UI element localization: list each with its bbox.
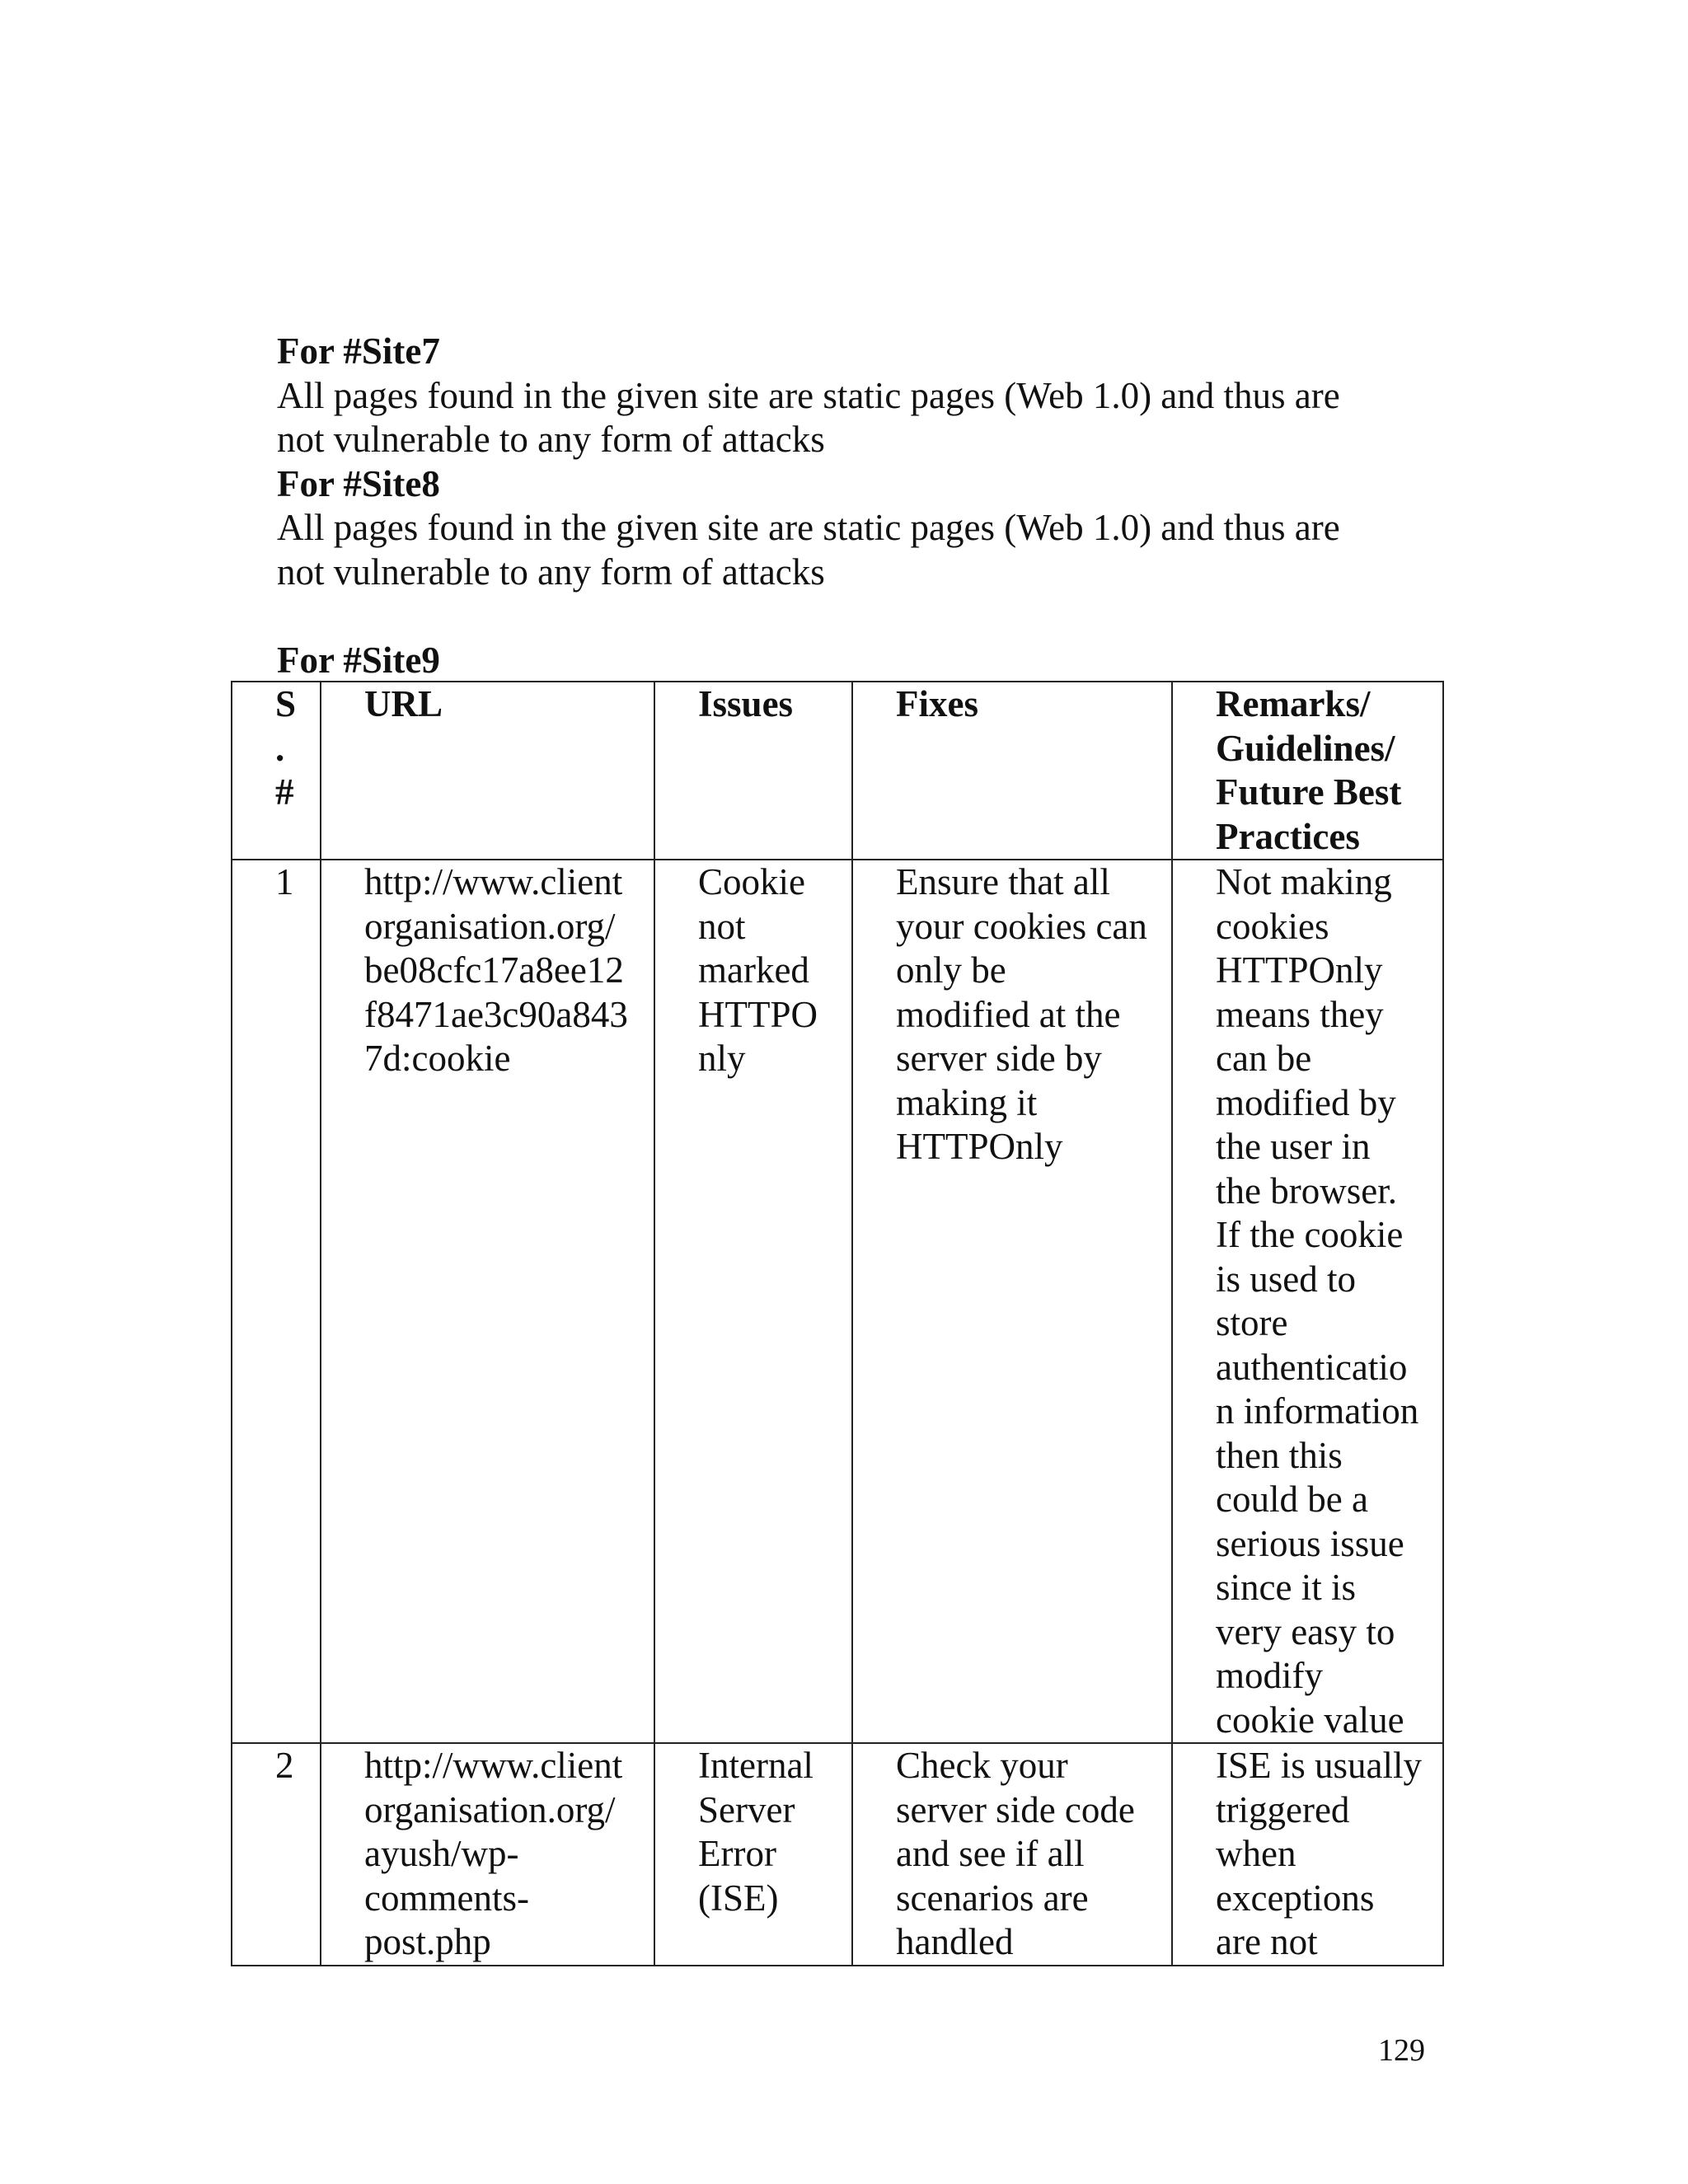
cell-line: is used to [1216, 1258, 1357, 1300]
cell-line: ayush/wp- [364, 1833, 519, 1874]
header-url: URL [321, 682, 654, 860]
vulnerability-table [231, 681, 1444, 1966]
cell-line: f8471ae3c90a843 [364, 993, 628, 1035]
cell-remarks [1172, 860, 1443, 1743]
cell-line: HTTPOnly [1216, 949, 1383, 991]
header-remarks-line: Remarks/ [1216, 683, 1371, 724]
cell-line: server side by [896, 1038, 1102, 1079]
site8-line-2: not vulnerable to any form of attacks [277, 551, 825, 593]
header-remarks-line: Guidelines/ [1216, 727, 1395, 769]
cell-line: handled [896, 1921, 1014, 1962]
header-remarks-line: Future Best [1216, 771, 1402, 813]
cell-line: serious issue [1216, 1522, 1404, 1564]
site9-heading: For #Site9 [277, 639, 440, 681]
cell-line: exceptions [1216, 1877, 1375, 1919]
cell-line: means they [1216, 993, 1384, 1035]
header-issues: Issues [654, 682, 852, 860]
cell-line: are not [1216, 1921, 1318, 1962]
cell-line: marked [698, 949, 809, 991]
cell-line: modified at the [896, 993, 1121, 1035]
page-number: 129 [1378, 2033, 1425, 2068]
header-sn-line: . [275, 727, 285, 769]
cell-line: server side code [896, 1788, 1135, 1830]
cell-line: modify [1216, 1655, 1323, 1696]
cell-line: organisation.org/ [364, 905, 616, 947]
table-header-row [232, 682, 1443, 860]
cell-line: be08cfc17a8ee12 [364, 949, 624, 991]
cell-line: Internal [698, 1745, 814, 1786]
header-sn-line: S [275, 683, 297, 724]
cell-line: http://www.client [364, 861, 623, 902]
body-text [277, 330, 1447, 682]
site8-line-1: All pages found in the given site are static pages (Web 1.0) and thus are [277, 507, 1340, 548]
cell-line: scenarios are [896, 1877, 1089, 1919]
cell-line: and see if all [896, 1833, 1085, 1874]
cell-serial-number: 1 [232, 860, 321, 1743]
header-fixes: Fixes [852, 682, 1172, 860]
cell-line: then this [1216, 1434, 1343, 1476]
cell-url [321, 1743, 654, 1966]
header-remarks-line: Practices [1216, 815, 1360, 857]
header-serial-number [232, 682, 321, 860]
cell-line: Server [698, 1788, 795, 1830]
cell-line: the browser. [1216, 1169, 1397, 1212]
cell-line: 7d:cookie [364, 1038, 511, 1079]
site8-heading: For #Site8 [277, 462, 440, 504]
paragraph-spacer [277, 594, 1447, 639]
cell-line: modified by [1216, 1081, 1396, 1123]
cell-line: HTTPO [698, 993, 818, 1035]
table-row [232, 1743, 1443, 1966]
cell-line: Error [698, 1833, 776, 1874]
cell-line: cookies [1216, 905, 1329, 947]
cell-line: Not making [1216, 861, 1392, 902]
cell-url [321, 860, 654, 1743]
cell-line: making it [896, 1081, 1038, 1123]
cell-line: cookie value [1216, 1699, 1404, 1741]
cell-line: post.php [364, 1921, 491, 1962]
cell-line: organisation.org/ [364, 1788, 616, 1830]
table-row [232, 860, 1443, 1743]
cell-line: comments- [364, 1877, 529, 1919]
cell-line: triggered [1216, 1788, 1350, 1830]
cell-line: (ISE) [698, 1877, 779, 1919]
header-remarks [1172, 682, 1443, 860]
cell-line: could be a [1216, 1479, 1368, 1520]
cell-line: authenticatio [1216, 1346, 1408, 1388]
cell-remarks [1172, 1743, 1443, 1966]
cell-line: If the cookie [1216, 1214, 1404, 1255]
site7-heading: For #Site7 [277, 330, 440, 372]
cell-line: since it is [1216, 1567, 1356, 1608]
cell-line: nly [698, 1038, 746, 1079]
cell-line: only be [896, 949, 1006, 991]
cell-line: Ensure that all [896, 861, 1110, 902]
header-sn-line: # [275, 771, 294, 813]
cell-line: store [1216, 1302, 1288, 1343]
cell-line: http://www.client [364, 1745, 623, 1786]
cell-line: Cookie [698, 861, 805, 902]
cell-line: HTTPOnly [896, 1126, 1063, 1167]
site7-line-1: All pages found in the given site are static pages (Web 1.0) and thus are [277, 374, 1340, 416]
cell-issues [654, 1743, 852, 1966]
cell-serial-number: 2 [232, 1743, 321, 1966]
cell-line: can be [1216, 1038, 1312, 1079]
cell-issues [654, 860, 852, 1743]
cell-fixes [852, 1743, 1172, 1966]
cell-line: ISE is usually [1216, 1745, 1423, 1786]
cell-line: the user in [1216, 1126, 1371, 1167]
cell-line: when [1216, 1833, 1296, 1874]
cell-line: very easy to [1216, 1610, 1395, 1652]
cell-line: n information [1216, 1390, 1419, 1432]
cell-line: Check your [896, 1745, 1068, 1786]
cell-line: your cookies can [896, 905, 1147, 947]
site7-line-2: not vulnerable to any form of attacks [277, 419, 825, 460]
cell-fixes [852, 860, 1172, 1743]
cell-line: not [698, 905, 746, 947]
